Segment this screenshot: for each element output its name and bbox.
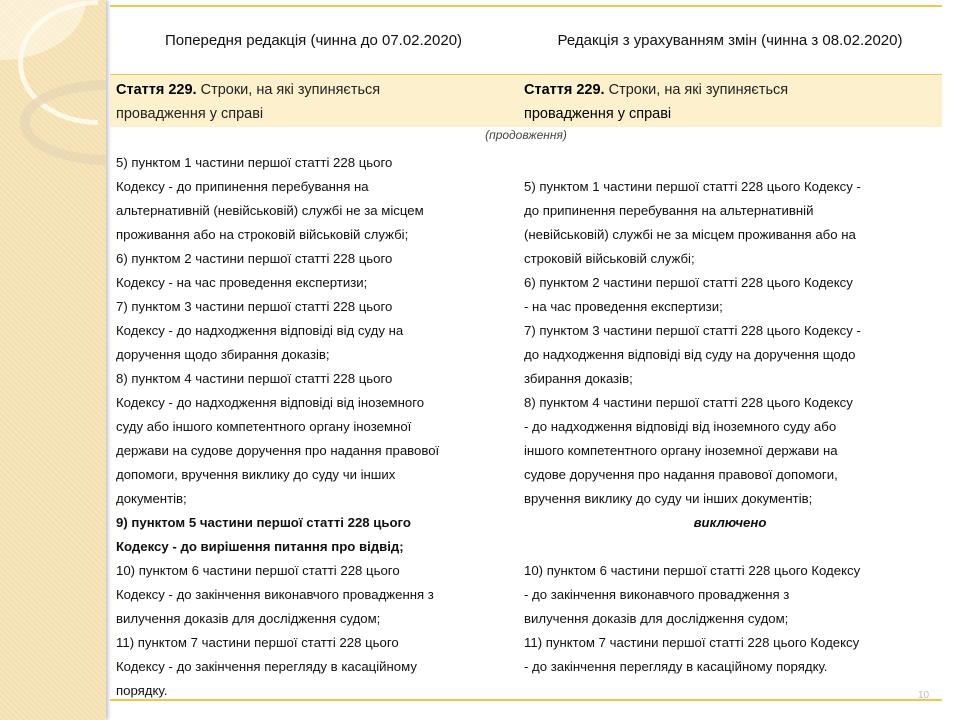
article-title-line2: провадження у справі (524, 106, 672, 122)
article-title-line1: Строки, на які зупиняється (196, 82, 381, 98)
header-right: Редакція з урахуванням змін (чинна з 08.02.2020) (557, 32, 903, 49)
text-line: судове доручення про надання правової допомоги, (524, 467, 838, 482)
text-line: збирання доказів; (524, 371, 633, 386)
text-line: 8) пунктом 4 частини першої статті 228 цього (116, 371, 393, 386)
text-line: 10) пунктом 6 частини першої статті 228 цього Кодексу (524, 563, 861, 578)
header-left: Попередня редакція (чинна до 07.02.2020) (164, 32, 463, 49)
text-line: держави на судове доручення про надання правової (116, 443, 440, 458)
text-line: 5) пунктом 1 частини першої статті 228 цього Кодексу - (524, 179, 861, 194)
article-title-left (116, 78, 516, 126)
text-line: 11) пунктом 7 частини першої статті 228 цього Кодексу (524, 635, 860, 650)
text-line: суду або іншого компетентного органу іноземної (116, 419, 412, 434)
text-line: Кодексу - до надходження відповіді від суду на (116, 323, 404, 338)
text-line: строковій військовій службі; (524, 251, 695, 266)
right-column (524, 175, 936, 679)
text-line: альтернативній (невійськовій) службі не за місцем (116, 203, 424, 218)
text-line: 6) пунктом 2 частини першої статті 228 цього Кодексу (524, 275, 853, 290)
text-line: - на час проведення експертизи; (524, 299, 723, 314)
text-line: до надходження відповіді від суду на доручення щодо (524, 347, 856, 362)
text-line: - до надходження відповіді від іноземного суду або (524, 419, 837, 434)
text-line: вилучення доказів для дослідження судом; (116, 611, 381, 626)
article-label: Стаття 229. (524, 82, 605, 98)
article-label: Стаття 229. (116, 82, 197, 98)
text-line: 10) пунктом 6 частини першої статті 228 цього (116, 563, 400, 578)
text-line: 6) пунктом 2 частини першої статті 228 цього (116, 251, 393, 266)
text-line: - до закінчення перегляду в касаційному порядку. (524, 659, 828, 674)
text-line: (невійськовій) службі не за місцем проживання або на (524, 227, 856, 242)
left-column (116, 151, 512, 703)
text-line: вручення виклику до суду чи інших документів; (524, 491, 813, 506)
text-line: 9) пунктом 5 частини першої статті 228 цього (116, 515, 411, 530)
text-line: - до закінчення виконавчого провадження з (524, 587, 790, 602)
text-line: Кодексу - до припинення перебування на (116, 179, 369, 194)
text-line: 7) пунктом 3 частини першої статті 228 цього Кодексу - (524, 323, 861, 338)
text-line: вилучення доказів для дослідження судом; (524, 611, 789, 626)
text-line: іншого компетентного органу іноземної держави на (524, 443, 838, 458)
text-line: Кодексу - до вирішення питання про відвід; (116, 539, 404, 554)
text-line: допомоги, вручення виклику до суду чи інших (116, 467, 396, 482)
continuation-note: (продовження) (485, 128, 567, 142)
article-title-line1: Строки, на які зупиняється (604, 82, 789, 98)
text-line (524, 535, 936, 559)
table-top-border (110, 5, 942, 7)
text-line: документів; (116, 491, 187, 506)
text-line: проживання або на строковій військовій службі; (116, 227, 409, 242)
text-line: Кодексу - на час проведення експертизи; (116, 275, 368, 290)
text-line: 8) пунктом 4 частини першої статті 228 цього Кодексу (524, 395, 853, 410)
text-line: Кодексу - до надходження відповіді від іноземного (116, 395, 425, 410)
text-line: 11) пунктом 7 частини першої статті 228 цього (116, 635, 399, 650)
excluded-note: виключено (693, 515, 767, 530)
text-line: порядку. (116, 683, 168, 698)
text-line: до припинення перебування на альтернативній (524, 203, 814, 218)
decorative-sidebar (0, 0, 106, 720)
article-title-line2: провадження у справі (116, 106, 264, 122)
page-number: 10 (918, 690, 930, 701)
text-line: доручення щодо збирання доказів; (116, 347, 330, 362)
text-line: Кодексу - до закінчення перегляду в касаційному (116, 659, 417, 674)
text-line: Кодексу - до закінчення виконавчого провадження з (116, 587, 434, 602)
text-line: 7) пунктом 3 частини першої статті 228 цього (116, 299, 393, 314)
text-line: 5) пунктом 1 частини першої статті 228 цього (116, 155, 393, 170)
table-bottom-border (110, 699, 942, 701)
article-title-right (524, 78, 924, 126)
